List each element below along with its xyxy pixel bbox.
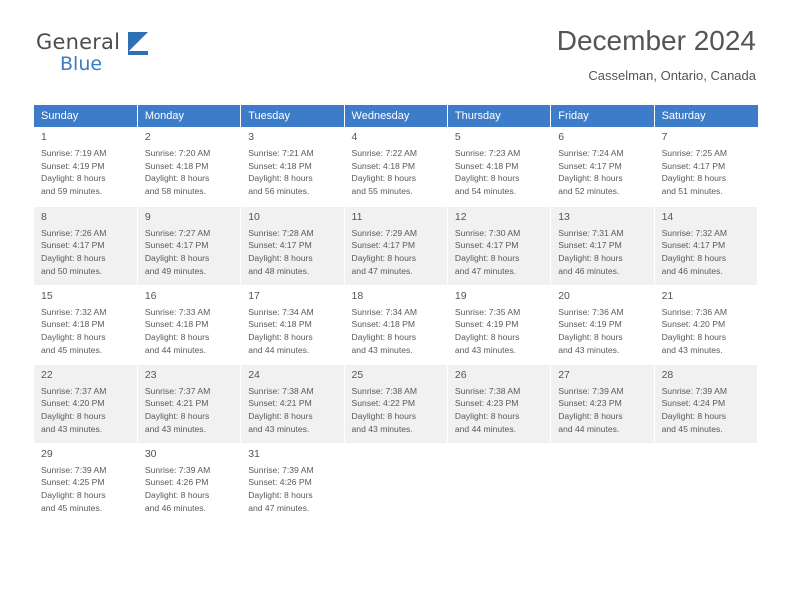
day-daylight1-text: Daylight: 8 hours: [41, 489, 106, 500]
day-number: 16: [144, 289, 157, 302]
day-sunrise-text: Sunrise: 7:39 AM: [661, 385, 728, 396]
day-daylight2-text: and 45 minutes.: [41, 344, 103, 355]
day-sunrise-text: Sunrise: 7:39 AM: [248, 464, 314, 475]
calendar-day-cell[interactable]: [654, 285, 757, 364]
day-sunrise-text: Sunrise: 7:32 AM: [41, 306, 107, 317]
day-daylight1-text: Daylight: 8 hours: [558, 410, 623, 421]
day-sunset-text: Sunset: 4:18 PM: [144, 319, 209, 330]
day-sunset-text: Sunset: 4:26 PM: [248, 477, 312, 488]
day-sunrise-text: Sunrise: 7:30 AM: [454, 227, 521, 238]
day-number: 5: [454, 131, 461, 143]
day-sunrise-text: Sunrise: 7:24 AM: [558, 148, 624, 158]
calendar-day-cell[interactable]: [654, 364, 757, 443]
calendar-day-empty: [447, 443, 550, 522]
calendar-day-cell[interactable]: [34, 127, 137, 206]
day-daylight2-text: and 43 minutes.: [558, 344, 620, 355]
day-daylight2-text: and 52 minutes.: [558, 186, 620, 197]
calendar-day-cell[interactable]: [551, 206, 654, 285]
flag-icon-base: [128, 51, 148, 55]
day-daylight2-text: and 47 minutes.: [454, 265, 517, 276]
day-daylight1-text: Daylight: 8 hours: [144, 489, 210, 500]
day-daylight1-text: Daylight: 8 hours: [558, 331, 623, 342]
day-sunset-text: Sunset: 4:17 PM: [351, 240, 416, 251]
day-sunrise-text: Sunrise: 7:20 AM: [144, 148, 211, 158]
calendar-body: [34, 127, 758, 522]
calendar-day-cell[interactable]: [551, 364, 654, 443]
day-sunrise-text: Sunrise: 7:37 AM: [144, 385, 211, 396]
day-number: 6: [558, 131, 565, 143]
day-daylight1-text: Daylight: 8 hours: [454, 410, 520, 421]
day-daylight1-text: Daylight: 8 hours: [558, 252, 623, 263]
day-sunrise-text: Sunrise: 7:34 AM: [351, 306, 417, 317]
page-title: December 2024: [556, 25, 756, 56]
calendar-week-row: [34, 206, 758, 285]
day-number: 22: [41, 368, 53, 381]
page-header: [0, 0, 792, 83]
calendar-day-cell[interactable]: [344, 364, 447, 443]
calendar-day-cell[interactable]: [137, 206, 240, 285]
day-number: 11: [351, 210, 363, 223]
day-sunset-text: Sunset: 4:17 PM: [661, 160, 726, 171]
day-number: 30: [144, 447, 157, 460]
day-daylight2-text: and 45 minutes.: [41, 502, 103, 513]
day-sunrise-text: Sunrise: 7:35 AM: [454, 306, 521, 317]
logo-text-general: General: [36, 30, 121, 54]
page-subtitle: Casselman, Ontario, Canada: [588, 67, 756, 83]
day-number: 27: [558, 368, 570, 381]
calendar-day-cell[interactable]: [551, 285, 654, 364]
day-daylight2-text: and 58 minutes.: [144, 186, 206, 197]
title-block: [557, 26, 756, 83]
weekday-header-friday: Friday: [551, 105, 654, 127]
day-daylight2-text: and 59 minutes.: [41, 186, 103, 197]
day-sunset-text: Sunset: 4:17 PM: [558, 160, 622, 171]
calendar-day-cell[interactable]: [241, 206, 344, 285]
calendar-day-cell[interactable]: [241, 443, 344, 522]
day-daylight2-text: and 43 minutes.: [248, 423, 310, 434]
calendar-day-cell[interactable]: [344, 206, 447, 285]
calendar-week-row: [34, 364, 758, 443]
day-number: 10: [248, 210, 260, 223]
day-sunrise-text: Sunrise: 7:38 AM: [248, 385, 314, 396]
day-sunset-text: Sunset: 4:18 PM: [454, 160, 519, 171]
calendar-table: [34, 105, 758, 523]
day-sunrise-text: Sunrise: 7:33 AM: [144, 306, 211, 317]
day-daylight1-text: Daylight: 8 hours: [661, 252, 727, 263]
day-daylight2-text: and 43 minutes.: [41, 423, 103, 434]
day-sunset-text: Sunset: 4:21 PM: [144, 398, 209, 409]
calendar-day-cell[interactable]: [241, 285, 344, 364]
day-number: 18: [351, 289, 364, 302]
day-daylight2-text: and 43 minutes.: [351, 344, 413, 355]
day-daylight2-text: and 43 minutes.: [454, 344, 517, 355]
day-daylight2-text: and 51 minutes.: [661, 186, 723, 197]
day-number: 13: [558, 210, 570, 223]
day-sunset-text: Sunset: 4:18 PM: [144, 160, 209, 171]
day-number: 21: [661, 289, 674, 302]
day-sunset-text: Sunset: 4:20 PM: [41, 398, 105, 409]
day-number: 31: [248, 447, 260, 460]
day-daylight1-text: Daylight: 8 hours: [558, 173, 623, 184]
day-sunset-text: Sunset: 4:19 PM: [454, 319, 519, 330]
day-number: 26: [454, 368, 467, 381]
day-daylight1-text: Daylight: 8 hours: [41, 173, 106, 184]
day-sunset-text: Sunset: 4:18 PM: [351, 319, 416, 330]
day-number: 25: [351, 368, 364, 381]
day-daylight1-text: Daylight: 8 hours: [248, 173, 313, 184]
calendar-day-cell[interactable]: [447, 285, 550, 364]
calendar-day-cell[interactable]: [34, 364, 137, 443]
day-daylight1-text: Daylight: 8 hours: [661, 173, 727, 184]
calendar-day-cell[interactable]: [447, 206, 550, 285]
day-number: 2: [144, 131, 151, 143]
day-sunrise-text: Sunrise: 7:39 AM: [144, 464, 211, 475]
calendar-week-row: [34, 127, 758, 206]
day-daylight2-text: and 44 minutes.: [454, 423, 517, 434]
weekday-header-sunday: Sunday: [34, 105, 137, 127]
calendar-day-cell[interactable]: [654, 127, 757, 206]
weekday-header-row: [34, 105, 758, 127]
weekday-header-tuesday: Tuesday: [241, 105, 344, 127]
day-number: 1: [41, 131, 47, 143]
day-sunset-text: Sunset: 4:17 PM: [558, 240, 622, 251]
day-sunset-text: Sunset: 4:19 PM: [558, 319, 622, 330]
calendar-day-cell[interactable]: [34, 285, 137, 364]
calendar-day-cell[interactable]: [344, 127, 447, 206]
day-daylight1-text: Daylight: 8 hours: [454, 173, 520, 184]
day-daylight2-text: and 44 minutes.: [248, 344, 310, 355]
day-number: 29: [41, 447, 53, 460]
calendar-day-empty: [344, 443, 447, 522]
day-sunrise-text: Sunrise: 7:36 AM: [558, 306, 624, 317]
calendar-day-cell[interactable]: [551, 127, 654, 206]
day-sunrise-text: Sunrise: 7:39 AM: [41, 464, 107, 475]
day-sunrise-text: Sunrise: 7:26 AM: [41, 227, 107, 238]
day-daylight2-text: and 47 minutes.: [248, 502, 310, 513]
day-daylight1-text: Daylight: 8 hours: [41, 252, 106, 263]
day-number: 23: [144, 368, 157, 381]
day-daylight2-text: and 46 minutes.: [144, 502, 206, 513]
day-number: 12: [454, 210, 467, 223]
day-sunset-text: Sunset: 4:26 PM: [144, 477, 209, 488]
day-daylight2-text: and 50 minutes.: [41, 265, 103, 276]
day-sunrise-text: Sunrise: 7:34 AM: [248, 306, 314, 317]
calendar-day-cell[interactable]: [447, 364, 550, 443]
day-daylight2-text: and 44 minutes.: [558, 423, 620, 434]
day-sunset-text: Sunset: 4:24 PM: [661, 398, 726, 409]
calendar-day-cell[interactable]: [344, 285, 447, 364]
calendar-day-cell[interactable]: [241, 127, 344, 206]
weekday-header-wednesday: Wednesday: [344, 105, 447, 127]
day-sunset-text: Sunset: 4:18 PM: [351, 160, 416, 171]
day-daylight1-text: Daylight: 8 hours: [248, 331, 313, 342]
calendar-day-cell[interactable]: [137, 285, 240, 364]
day-daylight2-text: and 46 minutes.: [558, 265, 620, 276]
day-number: 15: [41, 289, 53, 302]
day-number: 7: [661, 131, 668, 143]
day-sunset-text: Sunset: 4:18 PM: [248, 319, 312, 330]
day-daylight2-text: and 45 minutes.: [661, 423, 723, 434]
day-sunrise-text: Sunrise: 7:36 AM: [661, 306, 728, 317]
weekday-header-saturday: Saturday: [654, 105, 757, 127]
day-sunset-text: Sunset: 4:23 PM: [454, 398, 519, 409]
day-daylight1-text: Daylight: 8 hours: [351, 410, 417, 421]
day-sunrise-text: Sunrise: 7:32 AM: [661, 227, 728, 238]
day-sunset-text: Sunset: 4:18 PM: [41, 319, 105, 330]
day-daylight1-text: Daylight: 8 hours: [454, 252, 520, 263]
day-daylight1-text: Daylight: 8 hours: [248, 489, 313, 500]
day-sunrise-text: Sunrise: 7:38 AM: [351, 385, 417, 396]
day-sunrise-text: Sunrise: 7:21 AM: [248, 148, 314, 158]
day-daylight1-text: Daylight: 8 hours: [248, 252, 313, 263]
day-daylight1-text: Daylight: 8 hours: [41, 410, 106, 421]
day-sunset-text: Sunset: 4:25 PM: [41, 477, 105, 488]
day-sunrise-text: Sunrise: 7:28 AM: [248, 227, 314, 238]
day-sunrise-text: Sunrise: 7:27 AM: [144, 227, 211, 238]
calendar-day-empty: [551, 443, 654, 522]
calendar-day-cell[interactable]: [34, 443, 137, 522]
day-sunrise-text: Sunrise: 7:29 AM: [351, 227, 417, 238]
day-daylight1-text: Daylight: 8 hours: [144, 331, 210, 342]
day-daylight2-text: and 56 minutes.: [248, 186, 310, 197]
day-daylight1-text: Daylight: 8 hours: [351, 331, 417, 342]
day-number: 19: [454, 289, 467, 302]
day-daylight2-text: and 43 minutes.: [144, 423, 206, 434]
day-daylight1-text: Daylight: 8 hours: [351, 252, 417, 263]
calendar-day-cell[interactable]: [654, 206, 757, 285]
day-sunset-text: Sunset: 4:18 PM: [248, 160, 312, 171]
day-number: 8: [41, 210, 47, 223]
day-sunrise-text: Sunrise: 7:25 AM: [661, 148, 728, 158]
calendar-day-cell[interactable]: [137, 127, 240, 206]
day-daylight2-text: and 43 minutes.: [661, 344, 723, 355]
day-sunrise-text: Sunrise: 7:19 AM: [41, 148, 107, 158]
calendar-day-cell[interactable]: [34, 206, 137, 285]
day-number: 14: [661, 210, 674, 223]
day-sunrise-text: Sunrise: 7:23 AM: [454, 148, 521, 158]
day-sunset-text: Sunset: 4:21 PM: [248, 398, 312, 409]
day-daylight1-text: Daylight: 8 hours: [454, 331, 520, 342]
calendar-day-cell[interactable]: [137, 364, 240, 443]
day-sunset-text: Sunset: 4:19 PM: [41, 160, 105, 171]
day-number: 24: [248, 368, 260, 381]
day-sunrise-text: Sunrise: 7:22 AM: [351, 148, 417, 158]
day-daylight1-text: Daylight: 8 hours: [351, 173, 417, 184]
day-sunset-text: Sunset: 4:17 PM: [454, 240, 519, 251]
day-number: 28: [661, 368, 674, 381]
day-number: 17: [248, 289, 260, 302]
day-daylight1-text: Daylight: 8 hours: [661, 410, 727, 421]
day-daylight1-text: Daylight: 8 hours: [144, 252, 210, 263]
day-daylight2-text: and 46 minutes.: [661, 265, 723, 276]
day-sunrise-text: Sunrise: 7:37 AM: [41, 385, 107, 396]
day-sunrise-text: Sunrise: 7:38 AM: [454, 385, 521, 396]
logo: [36, 32, 120, 74]
calendar-week-row: [34, 285, 758, 364]
weekday-header-thursday: Thursday: [447, 105, 550, 127]
day-daylight1-text: Daylight: 8 hours: [661, 331, 727, 342]
day-sunset-text: Sunset: 4:17 PM: [248, 240, 312, 251]
day-daylight2-text: and 48 minutes.: [248, 265, 310, 276]
day-number: 3: [248, 131, 255, 143]
weekday-header-monday: Monday: [137, 105, 240, 127]
day-sunset-text: Sunset: 4:17 PM: [41, 240, 105, 251]
day-daylight2-text: and 43 minutes.: [351, 423, 413, 434]
calendar-day-cell[interactable]: [137, 443, 240, 522]
day-sunset-text: Sunset: 4:23 PM: [558, 398, 622, 409]
day-number: 20: [558, 289, 570, 302]
calendar-day-empty: [654, 443, 757, 522]
flag-icon: [128, 32, 148, 52]
day-sunset-text: Sunset: 4:22 PM: [351, 398, 416, 409]
day-daylight2-text: and 49 minutes.: [144, 265, 206, 276]
calendar-week-row: [34, 443, 758, 522]
day-daylight2-text: and 44 minutes.: [144, 344, 206, 355]
day-sunset-text: Sunset: 4:17 PM: [144, 240, 209, 251]
day-sunrise-text: Sunrise: 7:39 AM: [558, 385, 624, 396]
logo-text-blue: Blue: [60, 53, 103, 75]
calendar-day-cell[interactable]: [241, 364, 344, 443]
day-sunrise-text: Sunrise: 7:31 AM: [558, 227, 624, 238]
day-daylight1-text: Daylight: 8 hours: [41, 331, 106, 342]
day-daylight2-text: and 54 minutes.: [454, 186, 517, 197]
day-daylight1-text: Daylight: 8 hours: [144, 173, 210, 184]
day-daylight2-text: and 47 minutes.: [351, 265, 413, 276]
day-daylight1-text: Daylight: 8 hours: [248, 410, 313, 421]
calendar-day-cell[interactable]: [447, 127, 550, 206]
day-daylight2-text: and 55 minutes.: [351, 186, 413, 197]
day-number: 4: [351, 131, 358, 143]
day-daylight1-text: Daylight: 8 hours: [144, 410, 210, 421]
day-number: 9: [144, 210, 151, 223]
day-sunset-text: Sunset: 4:20 PM: [661, 319, 726, 330]
day-sunset-text: Sunset: 4:17 PM: [661, 240, 726, 251]
